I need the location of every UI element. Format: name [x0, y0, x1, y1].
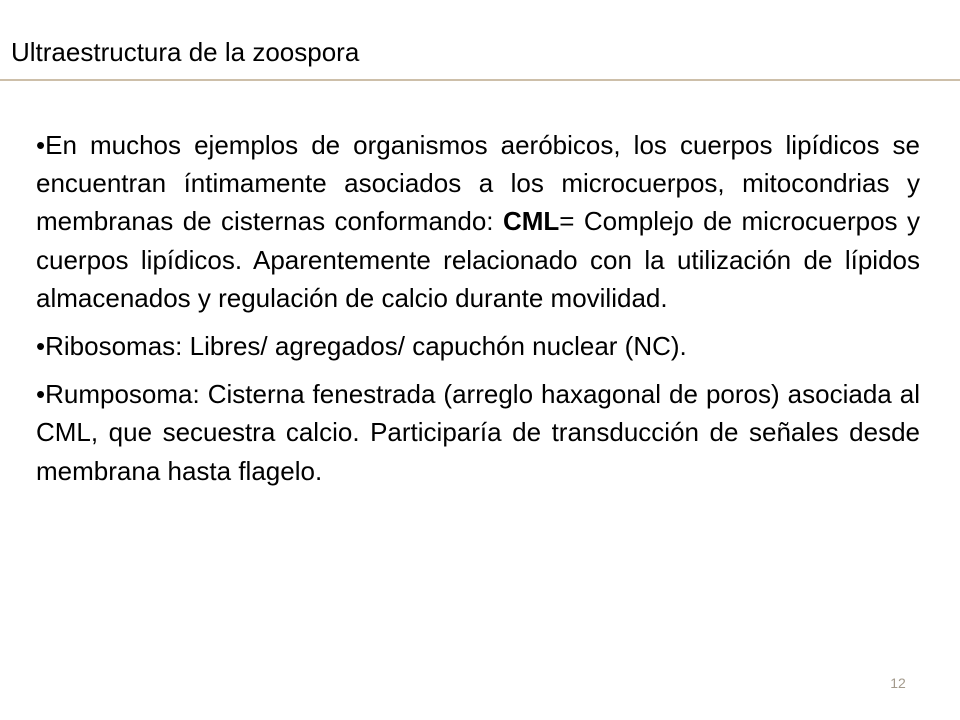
- bullet-text: Rumposoma: Cisterna fenestrada (arreglo haxagonal de poros) asociada al CML, que secuestra calcio. Participaría de transducción de señales desde membrana hasta flagelo.: [36, 379, 920, 486]
- bullet-text: = Complejo de microcuerpos y cuerpos lipídicos. Aparentemente relacionado con la utilización de lípidos almacenados y regulación de calcio durante movilidad.: [36, 206, 920, 313]
- bullet-text: En muchos ejemplos de organismos aeróbicos, los cuerpos lipídicos se encuentran íntimamente asociados a los microcuerpos, mitocondrias y membranas de cisternas conformando:: [36, 130, 920, 237]
- page-number: 12: [890, 675, 906, 691]
- bullet-cml: [36, 126, 920, 317]
- bullet-rumposoma: [36, 375, 920, 490]
- bullet-text: Ribosomas: Libres/ agregados/ capuchón nuclear (NC).: [45, 331, 687, 362]
- bullet-marker: •: [36, 331, 46, 362]
- bullet-ribosomas: [36, 327, 920, 365]
- slide-title: Ultraestructura de la zoospora: [11, 37, 360, 67]
- title-divider: [0, 79, 960, 81]
- slide-body: [36, 126, 920, 500]
- cml-term: CML: [502, 206, 560, 237]
- bullet-marker: •: [36, 379, 46, 410]
- bullet-marker: •: [36, 130, 46, 160]
